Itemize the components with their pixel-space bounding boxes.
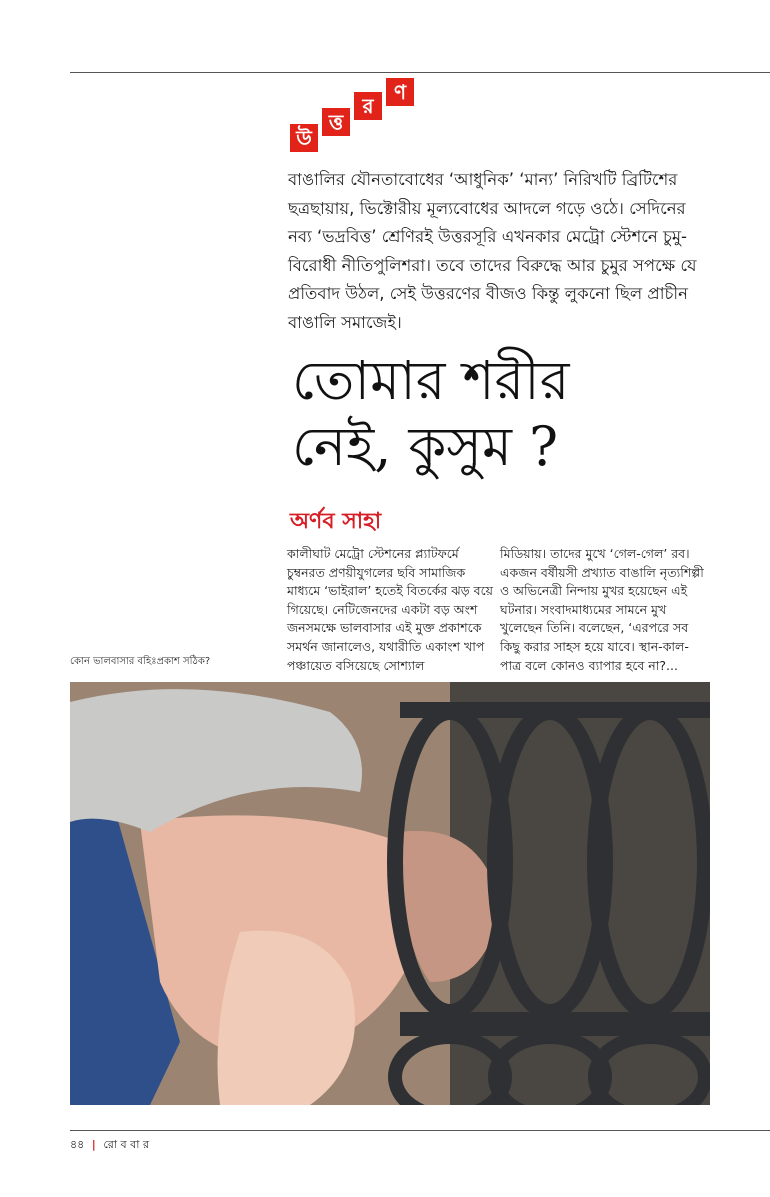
- footer-rule: [70, 1130, 770, 1131]
- page-number: ৪৪: [70, 1138, 85, 1151]
- footer-separator: |: [91, 1138, 96, 1151]
- page-footer: [70, 1136, 149, 1155]
- kiss-photo-illustration: [70, 682, 710, 1105]
- logo-letter-3: র: [354, 92, 382, 120]
- photo-caption: কোন ভালবাসার বহিঃপ্রকাশ সঠিক?: [70, 656, 211, 667]
- headline-line-1: তোমার শরীর: [292, 349, 570, 412]
- headline: [292, 348, 762, 480]
- logo-letter-2: ত্ত: [322, 108, 350, 136]
- logo-letter-1: উ: [290, 124, 318, 152]
- body-column-2: মিডিয়ায়। তাদের মুখে ‘গেল-গেল’ রব। একজন বর্ষীয়সী প্রখ্যাত বাঙালি নৃত্যশিল্পী ও অভিনেত্রী নিন্দায় মুখর হয়েছেন এই ঘটনার। সংবাদমাধ্যমের সামনে মুখ খুলেছেন তিনি। বলেছেন, ‘এরপরে সব কিছু করার সাহস হয়ে যাবে। স্থান-কাল-পাত্র বলে কোনও ব্যাপার হবে না?...: [500, 546, 704, 673]
- logo-letter-4: ণ: [386, 78, 414, 106]
- byline: অর্ণব সাহা: [290, 509, 382, 534]
- kiss-photo: [70, 682, 710, 1105]
- publication-name: রো ব বা র: [103, 1138, 149, 1151]
- intro-paragraph: বাঙালির যৌনতাবোধের ‘আধুনিক’ ‘মান্য’ নিরিখটি ব্রিটিশের ছত্রছায়ায়, ভিক্টোরীয় মূল্যবোধের আদলে গড়ে ওঠে। সেদিনের নব্য ‘ভদ্রবিত্ত’ শ্রেণিরই উত্তরসূরি এখনকার মেট্রো স্টেশনে চুমু-বিরোধী নীতিপুলিশরা। তবে তাদের বিরুদ্ধে আর চুমুর সপক্ষে যে প্রতিবাদ উঠল, সেই উত্তরণের বীজও কিন্তু লুকনো ছিল প্রাচীন বাঙালি সমাজেই।: [288, 170, 697, 332]
- body-column-1: কালীঘাট মেট্রো স্টেশনের প্ল্যাটফর্মে চুম্বনরত প্রণয়ীযুগলের ছবি সামাজিক মাধ্যমে ‘ভাইরাল’ হতেই বিতর্কের ঝড় বয়ে গিয়েছে। নেটিজেনদের একটা বড় অংশ জনসমক্ষে ভালবাসার এই মুক্ত প্রকাশকে সমর্থন জানালেও, যথারীতি একাংশ খাপ পঞ্চায়েত বসিয়েছে সোশ্যাল: [287, 546, 493, 673]
- uttoron-logo: [290, 78, 430, 158]
- top-rule: [70, 72, 770, 73]
- headline-line-2: নেই, কুসুম ?: [292, 415, 559, 478]
